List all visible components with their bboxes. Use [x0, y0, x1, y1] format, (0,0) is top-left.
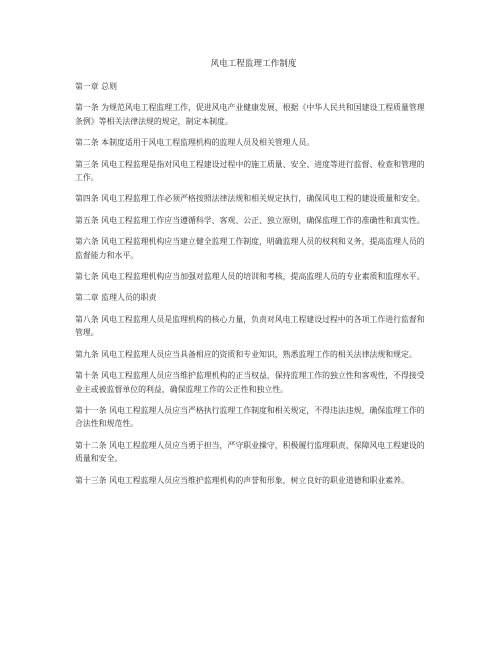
article-7: 第七条 风电工程监理机构应当加强对监理人员的培训和考核，提高监理人员的专业素质和监理水平。 — [75, 272, 425, 282]
article-9: 第九条 风电工程监理人员应当具备相应的资质和专业知识，熟悉监理工作的相关法律法规和规定。 — [75, 349, 417, 359]
article-5: 第五条 风电工程监理工作应当遵循科学、客观、公正、独立原则，确保监理工作的准确性和真实性。 — [75, 215, 425, 225]
article-2: 第二条 本制度适用于风电工程监理机构的监理人员及相关管理人员。 — [75, 138, 315, 148]
article-6: 第六条 风电工程监理机构应当建立健全监理工作制度，明确监理人员的权利和义务，提高监理人员的监督能力和水平。 — [75, 237, 425, 260]
article-10: 第十条 风电工程监理人员应当维护监理机构的正当权益，保持监理工作的独立性和客观性，不得接受业主或被监督单位的利益，确保监理工作的公正性和独立性。 — [75, 371, 425, 394]
article-8: 第八条 风电工程监理人员是监理机构的核心力量，负责对风电工程建设过程中的各项工作进行监督和管理。 — [75, 314, 425, 338]
article-11: 第十一条 风电工程监理人员应当严格执行监理工作制度和相关规定，不得违法违规，确保监理工作的合法性和规范性。 — [75, 405, 425, 429]
article-12: 第十二条 风电工程监理人员应当勇于担当，严守职业操守，积极履行监理职责，保障风电工程建设的质量和安全。 — [75, 440, 425, 464]
article-4: 第四条 风电工程监理工作必须严格按照法律法规和相关规定执行，确保风电工程的建设质量和安全。 — [75, 194, 425, 204]
article-13: 第十三条 风电工程监理人员应当维护监理机构的声誉和形象，树立良好的职业道德和职业素养。 — [75, 475, 409, 485]
article-1: 第一条 为规范风电工程监理工作，促进风电产业健康发展，根据《中华人民共和国建设工程质量管理条例》等相关法律法规的规定，制定本制度。 — [75, 103, 425, 126]
chapter-heading-1: 第一章 总则 — [75, 82, 117, 91]
article-3: 第三条 风电工程监理是指对风电工程建设过程中的施工质量、安全、进度等进行监督、检查和管理的工作。 — [75, 159, 425, 183]
document-title: 风电工程监理工作制度 — [210, 59, 297, 69]
chapter-heading-2: 第二章 监理人员的职责 — [75, 293, 157, 303]
